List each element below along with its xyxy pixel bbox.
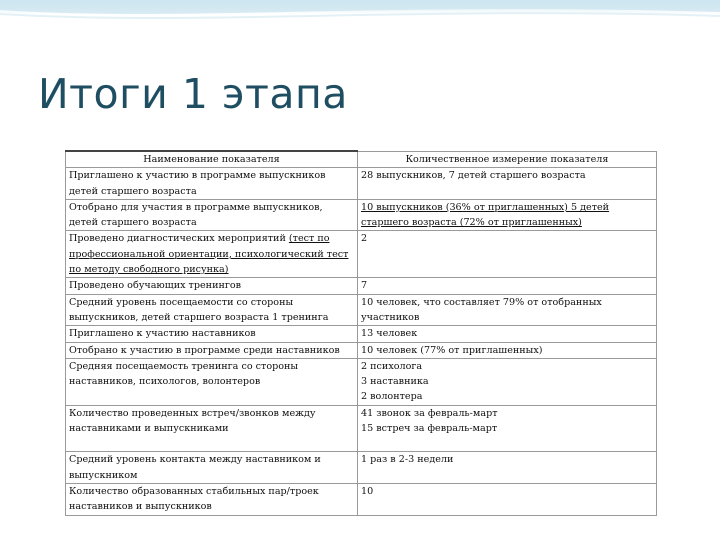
table-header-row <box>66 151 657 168</box>
measure-line: 3 наставника <box>361 376 429 388</box>
indicator-text: Количество проведенных встреч/звонков между наставниками и выпускниками <box>69 407 316 435</box>
measure-line: 41 звонок за февраль-март <box>361 407 498 419</box>
measure-cell: 10 выпускников (36% от приглашенных) 5 детей старшего возраста (72% от приглашенных) <box>358 199 657 231</box>
indicator-cell: Количество образованных стабильных пар/троек наставников и выпускников <box>66 483 358 515</box>
table-row <box>66 168 657 200</box>
measure-cell <box>358 358 657 405</box>
measure-cell: 10 <box>358 483 657 515</box>
table-row <box>66 452 657 484</box>
table-row <box>66 483 657 515</box>
top-wave-decoration <box>0 0 720 30</box>
results-table <box>65 150 657 516</box>
header-measure: Количественное измерение показателя <box>358 151 657 168</box>
indicator-cell: Проведено обучающих тренингов <box>66 278 358 294</box>
indicator-cell: Отобрано для участия в программе выпускников, детей старшего возраста <box>66 199 358 231</box>
slide-title: Итоги 1 этапа <box>38 70 348 118</box>
indicator-cell: Средний уровень контакта между наставником и выпускником <box>66 452 358 484</box>
measure-line: 2 психолога <box>361 360 423 372</box>
indicator-underlined-text: (тест по профессиональной ориентации, психологический тест по методу свободного рисунка) <box>69 233 349 276</box>
measure-line: 2 волонтера <box>361 391 423 403</box>
measure-cell: 10 человек (77% от приглашенных) <box>358 342 657 358</box>
header-indicator: Наименование показателя <box>66 151 358 168</box>
measure-line: 15 встреч за февраль-март <box>361 423 498 435</box>
table-row <box>66 231 657 278</box>
measure-cell <box>358 405 657 452</box>
indicator-cell <box>66 405 358 452</box>
measure-cell: 1 раз в 2-3 недели <box>358 452 657 484</box>
measure-cell: 2 <box>358 231 657 278</box>
measure-cell: 7 <box>358 278 657 294</box>
table-row <box>66 342 657 358</box>
table-row <box>66 405 657 452</box>
table-row <box>66 199 657 231</box>
measure-cell: 28 выпускников, 7 детей старшего возраста <box>358 168 657 200</box>
indicator-cell: Приглашено к участию наставников <box>66 326 358 342</box>
indicator-cell: Отобрано к участию в программе среди наставников <box>66 342 358 358</box>
indicator-text: Проведено диагностических мероприятий <box>69 233 289 245</box>
measure-cell: 13 человек <box>358 326 657 342</box>
table-row <box>66 278 657 294</box>
indicator-cell <box>66 231 358 278</box>
measure-cell: 10 человек, что составляет 79% от отобранных участников <box>358 294 657 326</box>
indicator-cell: Средний уровень посещаемости со стороны выпускников, детей старшего возраста 1 тренинга <box>66 294 358 326</box>
table-row <box>66 326 657 342</box>
cell-spacer <box>69 436 354 451</box>
indicator-cell: Средняя посещаемость тренинга со стороны наставников, психологов, волонтеров <box>66 358 358 405</box>
table-row <box>66 294 657 326</box>
indicator-cell: Приглашено к участию в программе выпускников детей старшего возраста <box>66 168 358 200</box>
table-row <box>66 358 657 405</box>
